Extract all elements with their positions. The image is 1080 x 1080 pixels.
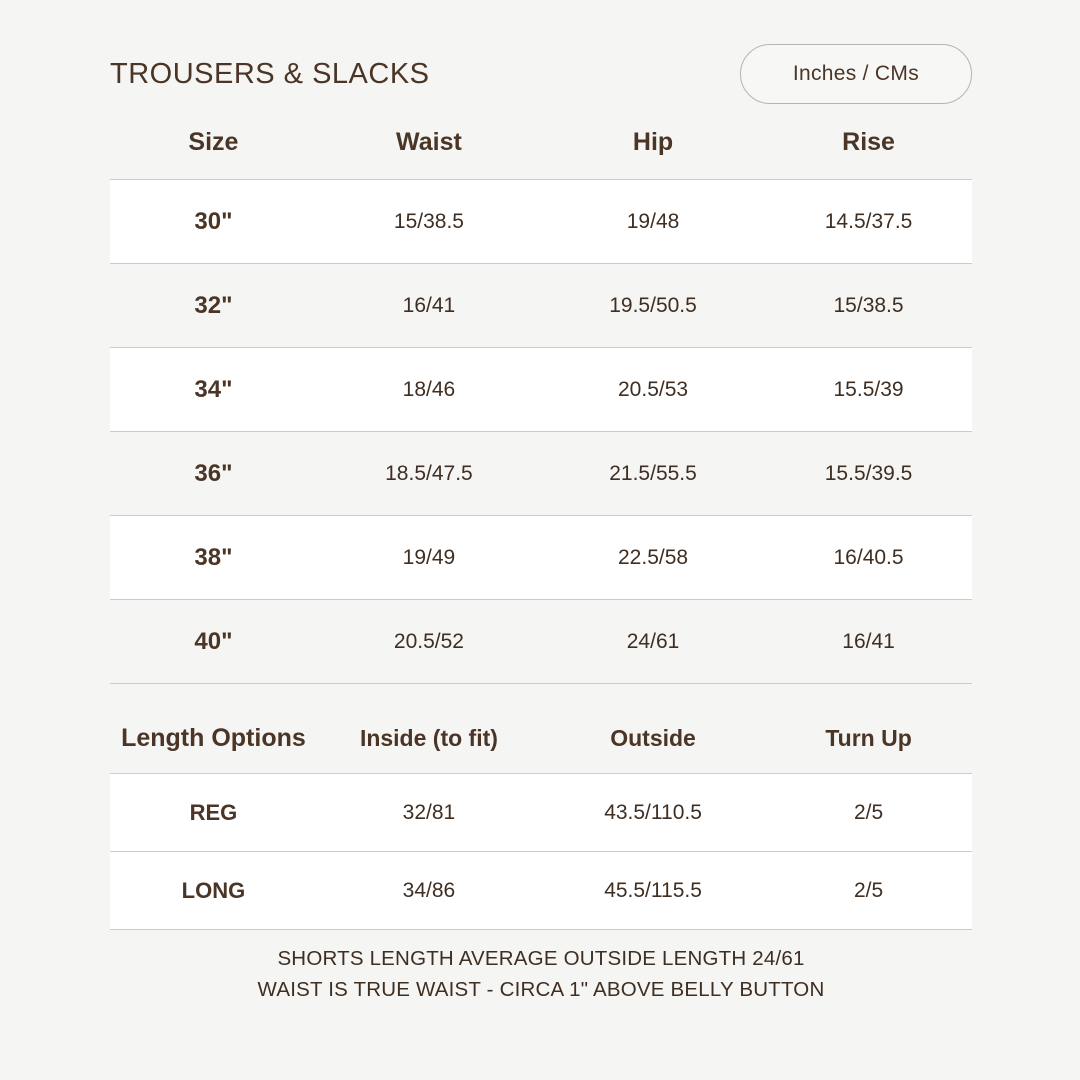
column-header-waist: Waist bbox=[396, 128, 462, 156]
cell-hip: 22.5/58 bbox=[618, 546, 689, 569]
note-line-2: WAIST IS TRUE WAIST - CIRCA 1" ABOVE BELLY BUTTON bbox=[257, 977, 825, 1001]
column-header-hip: Hip bbox=[632, 128, 674, 156]
cell-waist: 20.5/52 bbox=[393, 630, 464, 653]
column-header-outside: Outside bbox=[610, 725, 696, 751]
cell-outside: 45.5/115.5 bbox=[604, 879, 702, 902]
size-table bbox=[110, 104, 972, 684]
page-title: TROUSERS & SLACKS bbox=[110, 57, 430, 90]
cell-size: 30" bbox=[194, 208, 233, 235]
table-row bbox=[110, 264, 972, 348]
cell-size: 36" bbox=[194, 460, 233, 487]
table-row bbox=[110, 432, 972, 516]
cell-length-option: REG bbox=[189, 800, 238, 825]
size-table-body bbox=[110, 180, 972, 684]
table-row bbox=[110, 516, 972, 600]
cell-hip: 19.5/50.5 bbox=[609, 294, 697, 317]
cell-size: 40" bbox=[194, 628, 233, 655]
column-header-length-options: Length Options bbox=[121, 724, 306, 752]
length-options-table bbox=[110, 714, 972, 930]
cell-waist: 16/41 bbox=[402, 294, 456, 317]
table-row bbox=[110, 600, 972, 684]
size-table-head bbox=[110, 104, 972, 180]
cell-rise: 16/41 bbox=[842, 630, 895, 653]
cell-inside: 34/86 bbox=[402, 879, 456, 902]
cell-hip: 24/61 bbox=[626, 630, 680, 653]
cell-size: 38" bbox=[194, 544, 233, 571]
cell-inside: 32/81 bbox=[402, 801, 456, 824]
cell-rise: 15/38.5 bbox=[833, 294, 904, 317]
cell-rise: 16/40.5 bbox=[833, 546, 904, 569]
cell-rise: 15.5/39 bbox=[833, 378, 904, 401]
column-header-size: Size bbox=[188, 128, 239, 156]
cell-length-option: LONG bbox=[181, 878, 246, 903]
table-row bbox=[110, 180, 972, 264]
unit-toggle-button[interactable]: Inches / CMs bbox=[740, 44, 972, 104]
tables-container bbox=[0, 104, 1080, 1006]
column-header-turn-up: Turn Up bbox=[825, 725, 912, 751]
cell-size: 34" bbox=[194, 376, 233, 403]
cell-hip: 21.5/55.5 bbox=[609, 462, 697, 485]
cell-waist: 18/46 bbox=[402, 378, 456, 401]
cell-size: 32" bbox=[194, 292, 233, 319]
cell-hip: 20.5/53 bbox=[618, 378, 689, 401]
column-header-rise: Rise bbox=[842, 128, 895, 156]
note-line-1: SHORTS LENGTH AVERAGE OUTSIDE LENGTH 24/61 bbox=[277, 947, 805, 970]
length-table-body bbox=[110, 774, 972, 930]
cell-hip: 19/48 bbox=[626, 210, 680, 233]
cell-outside: 43.5/110.5 bbox=[604, 801, 702, 824]
cell-rise: 14.5/37.5 bbox=[824, 210, 913, 233]
cell-turnup: 2/5 bbox=[853, 801, 884, 824]
table-row bbox=[110, 852, 972, 930]
cell-waist: 18.5/47.5 bbox=[385, 462, 473, 485]
footer-notes bbox=[110, 944, 972, 1006]
length-table-header-row bbox=[110, 714, 972, 774]
cell-turnup: 2/5 bbox=[853, 879, 884, 902]
size-table-header-row bbox=[110, 104, 972, 180]
cell-waist: 15/38.5 bbox=[393, 210, 464, 233]
cell-waist: 19/49 bbox=[402, 546, 456, 569]
header bbox=[0, 0, 1080, 104]
length-table-head bbox=[110, 714, 972, 774]
table-row bbox=[110, 774, 972, 852]
table-row bbox=[110, 348, 972, 432]
cell-rise: 15.5/39.5 bbox=[824, 462, 913, 485]
column-header-inside: Inside (to fit) bbox=[359, 725, 498, 751]
